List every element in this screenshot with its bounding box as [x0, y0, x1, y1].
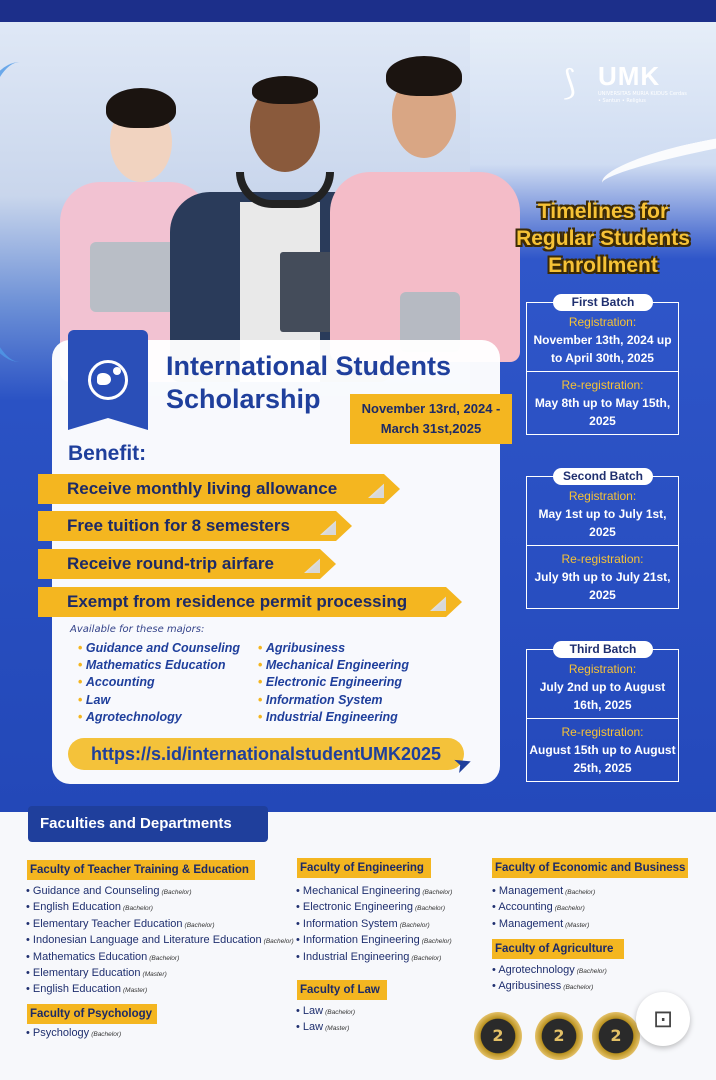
timeline-title: Timelines for Regular Students Enrollment — [516, 200, 690, 277]
accreditation-badge-icon: 2 — [474, 1012, 522, 1060]
list-item: • Information Engineering (Bachelor) — [296, 933, 452, 949]
department-list — [26, 1026, 121, 1042]
benefit-item: Receive monthly living allowance — [38, 474, 384, 504]
majors-heading: Available for these majors: — [70, 624, 205, 635]
list-item: • Psychology (Bachelor) — [26, 1026, 121, 1042]
majors-list-left: • Guidance and Counseling • Mathematics Education • Accounting • Law • Agrotechnology — [78, 640, 240, 726]
majors-list-right: • Agribusiness • Mechanical Engineering • Electronic Engineering • Information System • Industrial Engineering — [258, 640, 409, 726]
globe-icon — [88, 360, 128, 400]
faculty-heading: Faculty of Psychology — [27, 1004, 157, 1024]
list-item: • Mechanical Engineering (Bachelor) — [296, 884, 452, 900]
list-item: • Elementary Teacher Education (Bachelor) — [26, 917, 294, 933]
faculties-banner: Faculties and Departments — [28, 806, 268, 842]
batch-first: First Batch Registration: November 13th, 2024 up to April 30th, 2025 Re-registration: May 8th up to May 15th, 2025 — [526, 302, 679, 435]
faculty-heading: Faculty of Teacher Training & Education — [27, 860, 255, 880]
department-list — [492, 884, 595, 933]
batch-third: Third Batch Registration: July 2nd up to August 16th, 2025 Re-registration: August 15th up to August 25th, 2025 — [526, 649, 679, 782]
benefit-item: Exempt from residence permit processing — [38, 587, 446, 617]
list-item: • Elementary Education (Master) — [26, 966, 294, 982]
accreditation-badge-icon: 2 — [592, 1012, 640, 1060]
department-list — [296, 884, 452, 966]
list-item: • English Education (Bachelor) — [26, 900, 294, 916]
faculty-heading: Faculty of Law — [297, 980, 387, 1000]
top-bar — [0, 0, 716, 22]
scholarship-title: International Students Scholarship — [166, 351, 452, 414]
umk-emblem-icon: ⟆ — [562, 63, 576, 103]
list-item: • Indonesian Language and Literature Education (Bachelor) — [26, 933, 294, 949]
umk-logo: ⟆ UMK UNIVERSITAS MURIA KUDUS Cerdas • Santun • Religius — [548, 55, 688, 115]
list-item: • Law (Bachelor) — [296, 1004, 355, 1020]
faculty-heading: Faculty of Engineering — [297, 858, 431, 878]
student-photo-right — [330, 52, 520, 362]
batch-second: Second Batch Registration: May 1st up to July 1st, 2025 Re-registration: July 9th up to July 21st, 2025 — [526, 476, 679, 609]
list-item: • Industrial Engineering (Bachelor) — [296, 950, 452, 966]
list-item: • Law (Master) — [296, 1020, 355, 1036]
department-list — [296, 1004, 355, 1037]
registration-link[interactable]: https://s.id/internationalstudentUMK2025 — [68, 738, 464, 770]
benefit-heading: Benefit: — [68, 442, 147, 465]
list-item: • Management (Bachelor) — [492, 884, 595, 900]
benefit-item: Free tuition for 8 semesters — [38, 511, 336, 541]
accreditation-badge-icon: 2 — [535, 1012, 583, 1060]
department-list — [492, 963, 607, 996]
scholarship-dates: November 13rd, 2024 - March 31st,2025 — [350, 394, 512, 444]
list-item: • Information System (Bachelor) — [296, 917, 452, 933]
list-item: • Agribusiness (Bachelor) — [492, 979, 607, 995]
list-item: • Electronic Engineering (Bachelor) — [296, 900, 452, 916]
faculty-heading: Faculty of Agriculture — [492, 939, 624, 959]
faculty-heading: Faculty of Economic and Business — [492, 858, 688, 878]
list-item: • Management (Master) — [492, 917, 595, 933]
list-item: • Agrotechnology (Bachelor) — [492, 963, 607, 979]
list-item: • English Education (Master) — [26, 982, 294, 998]
list-item: • Guidance and Counseling (Bachelor) — [26, 884, 294, 900]
text-recognition-icon[interactable]: ⊡ — [636, 992, 690, 1046]
benefit-item: Receive round-trip airfare — [38, 549, 320, 579]
pointer-cursor-icon: ➤ — [450, 749, 477, 780]
department-list — [26, 884, 294, 999]
list-item: • Mathematics Education (Bachelor) — [26, 950, 294, 966]
list-item: • Accounting (Bachelor) — [492, 900, 595, 916]
